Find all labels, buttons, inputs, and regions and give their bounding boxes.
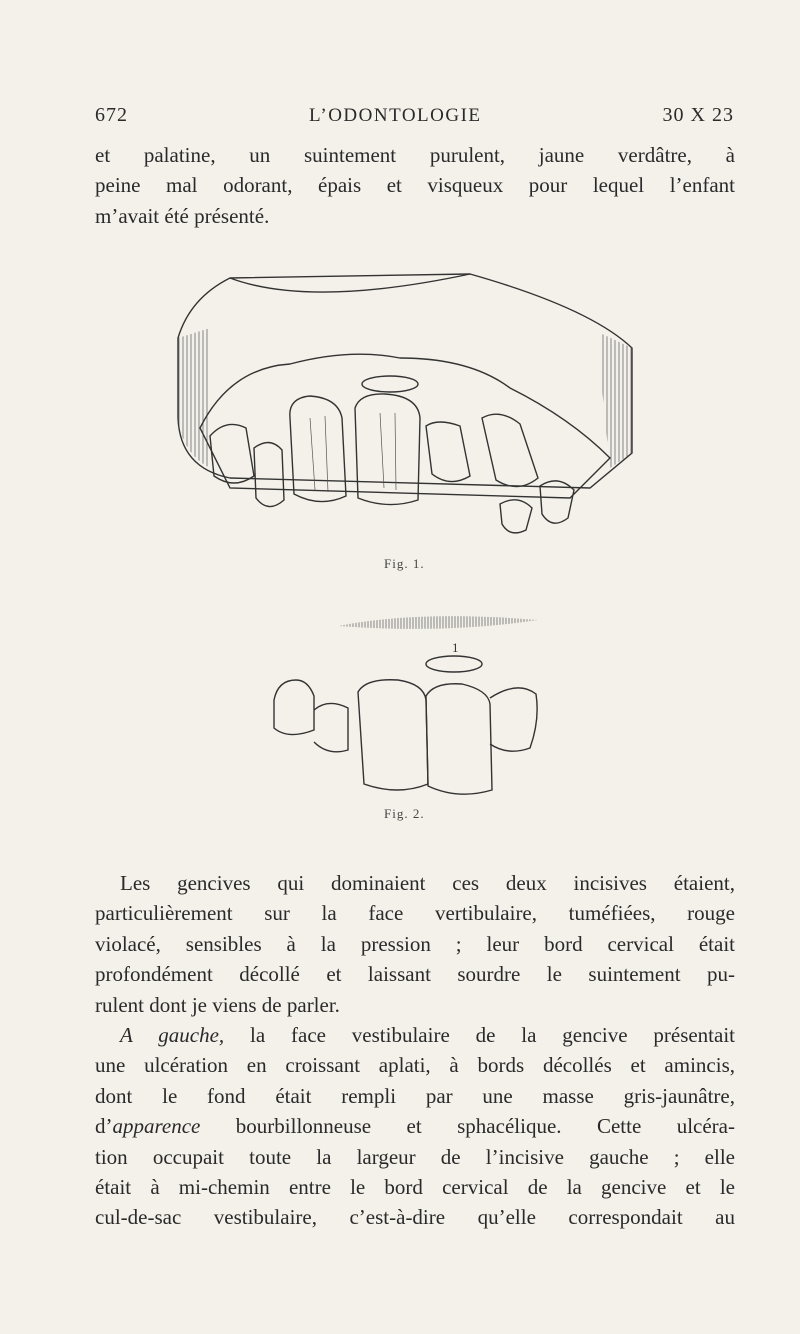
- figure-2-caption: Fig. 2.: [384, 806, 425, 821]
- running-title: L’ODONTOLOGIE: [309, 105, 482, 126]
- text-line: tion occupait toute la largeur de l’incisive gauche ; elle: [95, 1144, 735, 1169]
- text-line: profondément décollé et laissant sourdre le suintement pu-: [95, 962, 735, 987]
- page-number: 672: [95, 104, 128, 126]
- figure-2-marker: 1: [452, 640, 459, 655]
- figure-1-caption: Fig. 1.: [384, 556, 425, 571]
- text-line: [95, 1111, 735, 1141]
- italic-lead: A gauche,: [120, 1023, 225, 1047]
- text-line: était à mi-chemin entre le bord cervical de la gencive et le: [95, 1175, 735, 1200]
- paragraph-2: [95, 868, 735, 1020]
- paragraph-3: [95, 1020, 735, 1233]
- text-line: une ulcération en croissant aplati, à bords décollés et amincis,: [95, 1053, 735, 1078]
- text-line: cul-de-sac vestibulaire, c’est-à-dire qu’elle correspondait au: [95, 1205, 735, 1230]
- text-line: Les gencives qui dominaient ces deux incisives étaient,: [120, 871, 735, 895]
- figure-1-dental-cast-illustration: [170, 268, 640, 550]
- text-run: la face vestibulaire de la gencive présentait: [224, 1023, 736, 1047]
- paragraph-1: [95, 140, 735, 231]
- text-line: et palatine, un suintement purulent, jaune verdâtre, à: [95, 143, 735, 167]
- text-line: violacé, sensibles à la pression ; leur bord cervical était: [95, 931, 735, 956]
- text-line: dont le fond était rempli par une masse gris-jaunâtre,: [95, 1083, 735, 1108]
- text-line: m’avait été présenté.: [95, 203, 270, 228]
- text-line: [95, 1020, 735, 1050]
- figure-2-incisors-illustration: [268, 600, 568, 800]
- running-header: [95, 104, 734, 134]
- text-line: rulent dont je viens de parler.: [95, 992, 340, 1017]
- text-line: particulièrement sur la face vertibulaire, tuméfiées, rouge: [95, 901, 735, 926]
- text-run: d’: [95, 1114, 113, 1139]
- header-date: 30 X 23: [662, 104, 734, 126]
- text-run: bourbillonneuse et sphacélique. Cette ulcéra-: [200, 1114, 735, 1139]
- text-line: peine mal odorant, épais et visqueux pour lequel l’enfant: [95, 173, 735, 198]
- italic-word: apparence: [112, 1114, 201, 1139]
